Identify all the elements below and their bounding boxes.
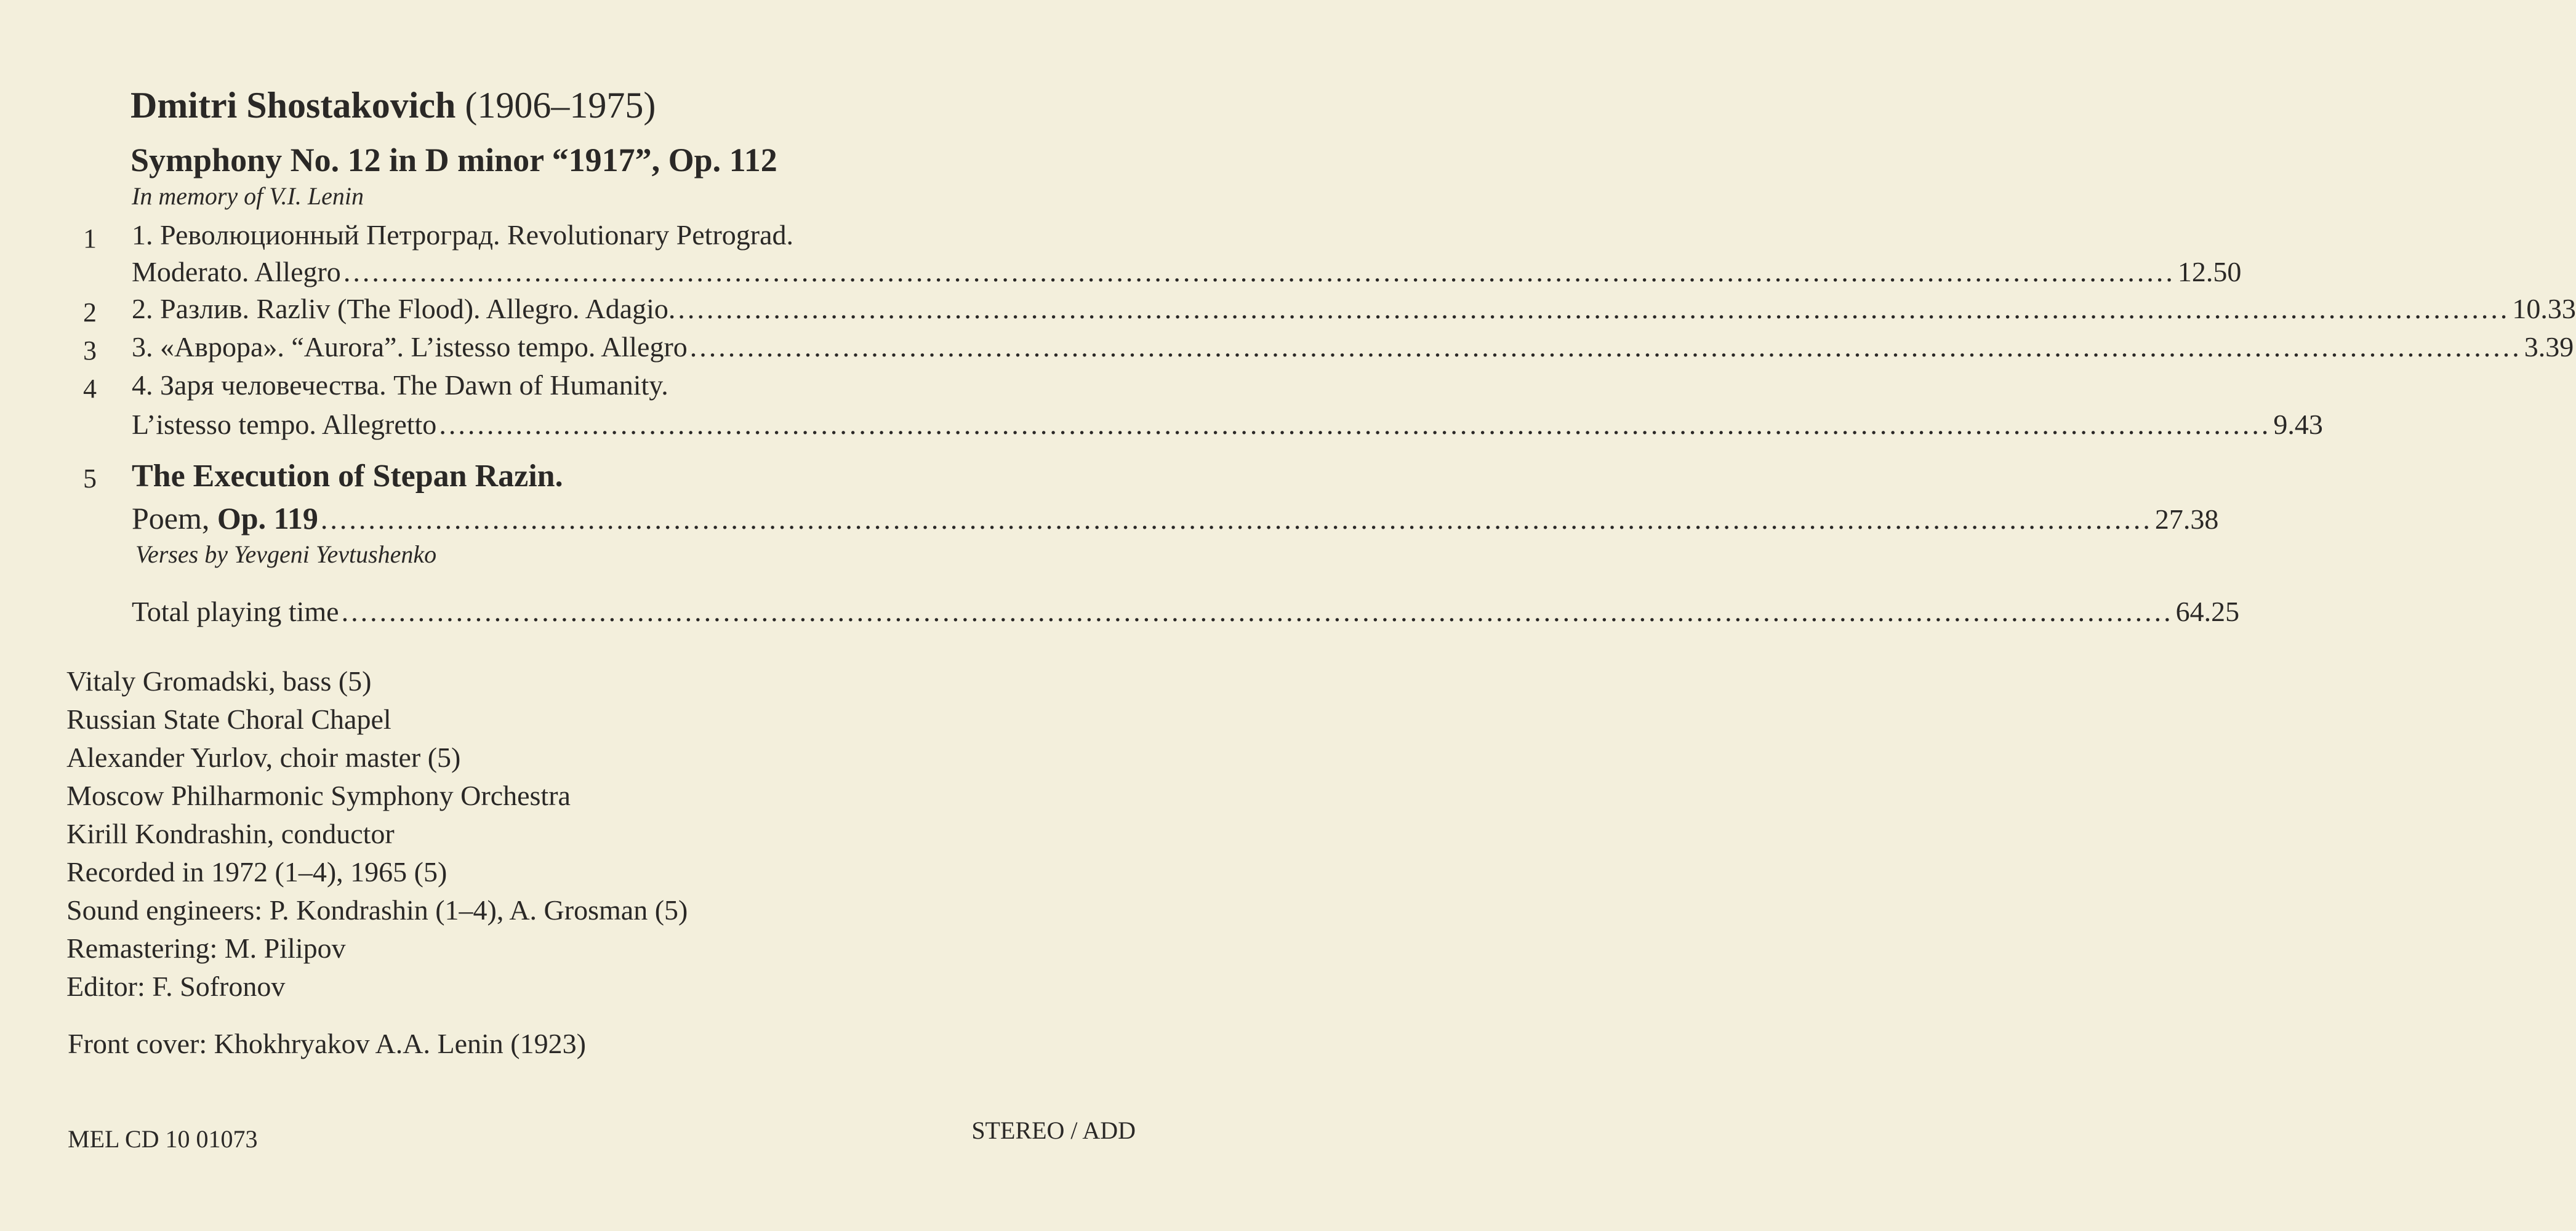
verses-credit: Verses by Yevgeni Yevtushenko bbox=[135, 540, 437, 568]
track-duration: 10.33 bbox=[2512, 293, 2576, 324]
total-label: Total playing time bbox=[132, 596, 339, 627]
track-subtitle bbox=[132, 500, 318, 537]
track-row bbox=[132, 255, 2242, 289]
track-title: The Execution of Stepan Razin. bbox=[132, 459, 563, 494]
catalog-number: MEL CD 10 01073 bbox=[68, 1125, 258, 1153]
track-duration: 3.39 bbox=[2524, 331, 2574, 363]
front-cover-credit: Front cover: Khokhryakov A.A. Lenin (1923) bbox=[68, 1028, 586, 1059]
track-title: 1. Революционный Петроград. Revolutionary Petrograd. bbox=[132, 219, 794, 251]
composer-name: Dmitri Shostakovich bbox=[130, 85, 456, 126]
credit-line: Russian State Choral Chapel bbox=[66, 704, 391, 735]
track-subtitle: L’istesso tempo. Allegretto bbox=[132, 409, 437, 440]
format-label: STEREO / ADD bbox=[971, 1117, 1136, 1144]
credit-line: Sound engineers: P. Kondrashin (1–4), A. Grosman (5) bbox=[66, 894, 688, 926]
track-number: 5 bbox=[83, 463, 97, 494]
work-title: Symphony No. 12 in D minor “1917”, Op. 112 bbox=[130, 142, 777, 178]
credit-line: Vitaly Gromadski, bass (5) bbox=[66, 665, 372, 697]
track-duration: 9.43 bbox=[2273, 409, 2323, 440]
dot-leader: ................................................................................................................................................................................................ bbox=[678, 293, 2510, 324]
track-number: 4 bbox=[83, 374, 97, 404]
track-row bbox=[132, 407, 2323, 442]
opus-number: Op. 119 bbox=[217, 501, 318, 535]
track-row bbox=[132, 500, 2219, 538]
dot-leader: ................................................................................................................................................................................................ bbox=[343, 256, 2175, 287]
track-title: 4. Заря человечества. The Dawn of Humanity. bbox=[132, 369, 668, 401]
credits-list bbox=[66, 662, 688, 1006]
dot-leader: ................................................................................................................................................................................................ bbox=[320, 503, 2153, 535]
composer-heading bbox=[130, 84, 656, 127]
dot-leader: ................................................................................................................................................................................................ bbox=[439, 409, 2271, 440]
composer-years: (1906–1975) bbox=[465, 85, 656, 126]
total-row bbox=[132, 595, 2240, 629]
track-subtitle-prefix: Poem, bbox=[132, 501, 217, 535]
credit-line: Remastering: M. Pilipov bbox=[66, 932, 346, 964]
track-title: 2. Разлив. Razliv (The Flood). Allegro. Adagio. bbox=[132, 293, 676, 324]
credit-line: Editor: F. Sofronov bbox=[66, 971, 286, 1002]
track-duration: 12.50 bbox=[2177, 256, 2242, 287]
track-row bbox=[132, 292, 2576, 326]
credit-line: Moscow Philharmonic Symphony Orchestra bbox=[66, 780, 571, 811]
track-duration: 27.38 bbox=[2154, 503, 2219, 535]
track-number: 1 bbox=[83, 223, 97, 254]
credit-line: Kirill Kondrashin, conductor bbox=[66, 818, 395, 849]
credit-line: Alexander Yurlov, choir master (5) bbox=[66, 742, 461, 773]
track-number: 2 bbox=[83, 297, 97, 327]
dot-leader: ................................................................................................................................................................................................ bbox=[689, 331, 2522, 363]
track-number: 3 bbox=[83, 335, 97, 366]
track-subtitle: Moderato. Allegro bbox=[132, 256, 341, 287]
track-row bbox=[132, 330, 2574, 364]
dot-leader: ................................................................................................................................................................................................ bbox=[341, 596, 2173, 627]
track-title: 3. «Аврора». “Aurora”. L’istesso tempo. Allegro bbox=[132, 331, 688, 363]
dedication: In memory of V.I. Lenin bbox=[132, 182, 364, 210]
credit-line: Recorded in 1972 (1–4), 1965 (5) bbox=[66, 856, 447, 888]
total-duration: 64.25 bbox=[2175, 596, 2240, 627]
